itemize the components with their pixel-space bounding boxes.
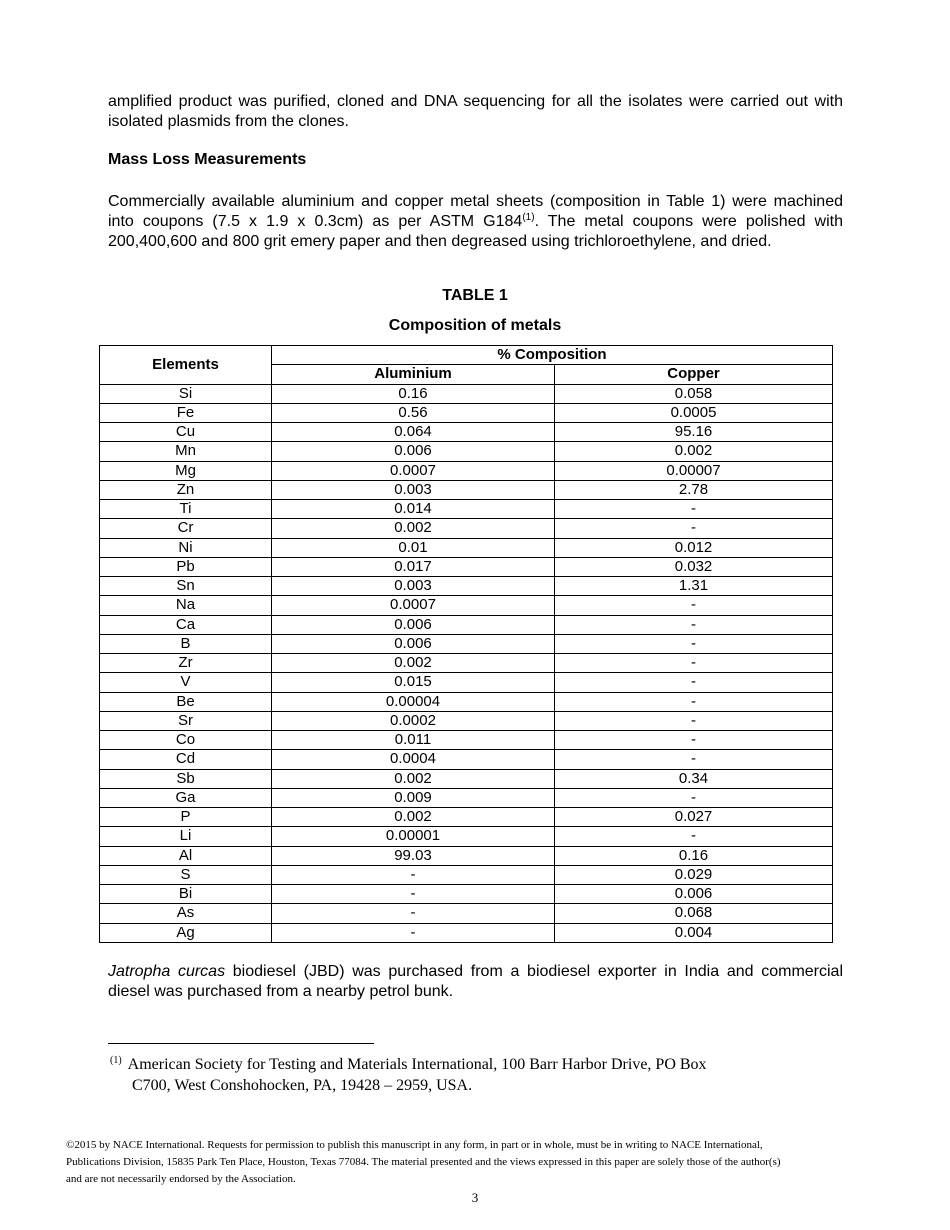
cell-element: Sb: [100, 769, 272, 788]
cell-copper: 0.032: [555, 557, 833, 576]
cell-aluminium: 0.56: [272, 403, 555, 422]
cell-copper: -: [555, 654, 833, 673]
footnote-line-2: C700, West Conshohocken, PA, 19428 – 2959, USA.: [132, 1077, 473, 1094]
cell-copper: 0.068: [555, 904, 833, 923]
cell-element: V: [100, 673, 272, 692]
cell-element: Sn: [100, 577, 272, 596]
cell-aluminium: 0.014: [272, 500, 555, 519]
cell-element: Sr: [100, 711, 272, 730]
cell-copper: 0.002: [555, 442, 833, 461]
cell-element: Bi: [100, 885, 272, 904]
cell-aluminium: 0.003: [272, 480, 555, 499]
cell-element: Fe: [100, 403, 272, 422]
cell-copper: 0.34: [555, 769, 833, 788]
cell-copper: 0.00007: [555, 461, 833, 480]
table-row: [100, 885, 833, 904]
methods-paragraph: [108, 192, 843, 252]
cell-aluminium: 0.006: [272, 615, 555, 634]
methods-text-2: . The metal coupons were polished with 200,400,600 and 800 grit emery paper and then degreased using trichloroethylene, and dried.: [108, 213, 843, 250]
table-caption: Composition of metals: [388, 317, 562, 334]
cell-aluminium: 0.015: [272, 673, 555, 692]
table-row: [100, 615, 833, 634]
table-row: [100, 769, 833, 788]
cell-element: As: [100, 904, 272, 923]
cell-aluminium: 0.006: [272, 634, 555, 653]
cell-aluminium: 0.002: [272, 654, 555, 673]
footnote-divider: [108, 1043, 374, 1044]
cell-element: Si: [100, 384, 272, 403]
cell-aluminium: 0.009: [272, 788, 555, 807]
cell-aluminium: 0.006: [272, 442, 555, 461]
cell-aluminium: 0.00001: [272, 827, 555, 846]
cell-copper: 0.006: [555, 885, 833, 904]
table-row: [100, 538, 833, 557]
footnote: [110, 1050, 810, 1096]
table-row: [100, 904, 833, 923]
methods-text-1: Commercially available aluminium and copper metal sheets (composition in Table 1) were machined into coupons (7.5 x 1.9 x 0.3cm) as per ASTM G184: [108, 193, 843, 230]
cell-copper: -: [555, 711, 833, 730]
table-row: [100, 500, 833, 519]
cell-copper: 0.0005: [555, 403, 833, 422]
citation-superscript: (1): [522, 212, 535, 223]
table-row: [100, 461, 833, 480]
table-row: [100, 692, 833, 711]
cell-element: Al: [100, 846, 272, 865]
table-row: [100, 846, 833, 865]
closing-paragraph: [108, 962, 843, 1002]
cell-element: Cd: [100, 750, 272, 769]
table-row: [100, 808, 833, 827]
composition-table: [99, 345, 833, 943]
table-row: [100, 577, 833, 596]
cell-element: B: [100, 634, 272, 653]
cell-copper: -: [555, 634, 833, 653]
table-body: [100, 384, 833, 942]
cell-aluminium: 0.00004: [272, 692, 555, 711]
page-number: 3: [471, 1190, 479, 1205]
species-name: Jatropha curcas: [108, 963, 226, 980]
cell-element: Co: [100, 731, 272, 750]
cell-element: Ti: [100, 500, 272, 519]
table-row: [100, 403, 833, 422]
cell-copper: -: [555, 750, 833, 769]
cell-element: Be: [100, 692, 272, 711]
cell-element: S: [100, 865, 272, 884]
footnote-line-1: American Society for Testing and Materials International, 100 Barr Harbor Drive, PO Box: [127, 1056, 707, 1073]
table-header-row: [100, 346, 833, 365]
cell-aluminium: 0.0004: [272, 750, 555, 769]
cell-aluminium: 99.03: [272, 846, 555, 865]
cell-element: Ni: [100, 538, 272, 557]
cell-copper: -: [555, 731, 833, 750]
table-row: [100, 827, 833, 846]
header-aluminium: Aluminium: [272, 365, 555, 384]
cell-aluminium: 0.0007: [272, 596, 555, 615]
table-row: [100, 711, 833, 730]
table-row: [100, 865, 833, 884]
cell-aluminium: 0.0002: [272, 711, 555, 730]
cell-copper: -: [555, 500, 833, 519]
table-row: [100, 519, 833, 538]
cell-element: P: [100, 808, 272, 827]
cell-aluminium: 0.003: [272, 577, 555, 596]
table-row: [100, 634, 833, 653]
cell-element: Cu: [100, 423, 272, 442]
cell-copper: 0.027: [555, 808, 833, 827]
cell-copper: 1.31: [555, 577, 833, 596]
header-composition: % Composition: [272, 346, 833, 365]
table-label: TABLE 1: [442, 287, 508, 304]
section-heading: Mass Loss Measurements: [108, 151, 307, 168]
table-row: [100, 750, 833, 769]
cell-copper: 95.16: [555, 423, 833, 442]
cell-aluminium: 0.002: [272, 519, 555, 538]
cell-element: Cr: [100, 519, 272, 538]
cell-copper: 0.012: [555, 538, 833, 557]
table-row: [100, 423, 833, 442]
cell-aluminium: -: [272, 904, 555, 923]
cell-aluminium: 0.064: [272, 423, 555, 442]
copyright-notice: ©2015 by NACE International. Requests for permission to publish this manuscript in any form, in part or in whole, must be in writing to NACE International, Publications Division, 15835 Park Ten Place, Houston, Texas 77084. The material presented and the views expressed in this paper are solely those of the author(s) and are not necessarily endorsed by the Association.: [66, 1139, 781, 1185]
cell-element: Mn: [100, 442, 272, 461]
cell-element: Li: [100, 827, 272, 846]
cell-aluminium: -: [272, 865, 555, 884]
cell-element: Na: [100, 596, 272, 615]
intro-paragraph: amplified product was purified, cloned and DNA sequencing for all the isolates were carried out with isolated plasmids from the clones.: [108, 93, 843, 130]
cell-copper: -: [555, 615, 833, 634]
cell-aluminium: -: [272, 885, 555, 904]
cell-copper: -: [555, 827, 833, 846]
cell-aluminium: 0.01: [272, 538, 555, 557]
cell-element: Mg: [100, 461, 272, 480]
cell-element: Ca: [100, 615, 272, 634]
header-elements: Elements: [100, 346, 272, 385]
cell-aluminium: 0.011: [272, 731, 555, 750]
cell-copper: 0.058: [555, 384, 833, 403]
cell-copper: 0.004: [555, 923, 833, 942]
cell-element: Ga: [100, 788, 272, 807]
cell-aluminium: -: [272, 923, 555, 942]
cell-aluminium: 0.002: [272, 808, 555, 827]
table-row: [100, 654, 833, 673]
cell-aluminium: 0.0007: [272, 461, 555, 480]
cell-element: Pb: [100, 557, 272, 576]
table-row: [100, 923, 833, 942]
cell-element: Zr: [100, 654, 272, 673]
cell-copper: 0.16: [555, 846, 833, 865]
table-row: [100, 788, 833, 807]
table-row: [100, 557, 833, 576]
header-copper: Copper: [555, 365, 833, 384]
cell-aluminium: 0.017: [272, 557, 555, 576]
cell-copper: -: [555, 788, 833, 807]
footnote-marker: (1): [110, 1055, 122, 1066]
cell-element: Zn: [100, 480, 272, 499]
cell-copper: -: [555, 692, 833, 711]
cell-copper: -: [555, 673, 833, 692]
cell-element: Ag: [100, 923, 272, 942]
cell-aluminium: 0.002: [272, 769, 555, 788]
table-row: [100, 673, 833, 692]
cell-copper: -: [555, 596, 833, 615]
table-row: [100, 480, 833, 499]
table-row: [100, 384, 833, 403]
cell-copper: -: [555, 519, 833, 538]
table-row: [100, 731, 833, 750]
cell-copper: 0.029: [555, 865, 833, 884]
table-row: [100, 596, 833, 615]
closing-text: biodiesel (JBD) was purchased from a biodiesel exporter in India and commercial diesel was purchased from a nearby petrol bunk.: [108, 963, 844, 1000]
table-row: [100, 442, 833, 461]
cell-copper: 2.78: [555, 480, 833, 499]
cell-aluminium: 0.16: [272, 384, 555, 403]
